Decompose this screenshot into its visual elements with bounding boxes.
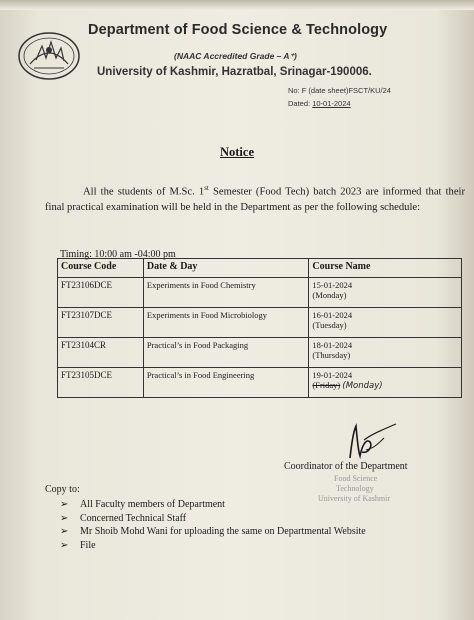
department-title: Department of Food Science & Technology bbox=[88, 22, 388, 38]
course-name-cell: Experiments in Food Chemistry bbox=[143, 278, 309, 308]
course-name-cell: Practical’s in Food Packaging bbox=[143, 338, 309, 368]
date-cell bbox=[309, 308, 462, 338]
header-course-code: Course Code bbox=[58, 259, 144, 278]
coordinator-designation: Coordinator of the Department bbox=[284, 461, 408, 472]
date-value: 15-01-2024 bbox=[312, 280, 353, 290]
list-item-text: Concerned Technical Staff bbox=[80, 512, 187, 524]
naac-accreditation: (NAAC Accredited Grade – A⁺) bbox=[174, 51, 297, 61]
table-row bbox=[58, 308, 462, 338]
body-part-2: Semester (Food Tech) batch 2023 are informed that their final practical examination will be held in the Department as per the following schedule: bbox=[45, 186, 465, 214]
body-superscript: st bbox=[204, 184, 209, 192]
arrow-bullet-icon: ➢ bbox=[60, 539, 69, 551]
date-line bbox=[288, 99, 351, 108]
list-item-text: File bbox=[80, 539, 96, 551]
copy-to-label: Copy to: bbox=[45, 484, 80, 495]
day-value-struck: (Friday) bbox=[312, 380, 341, 390]
list-item bbox=[60, 512, 366, 526]
body-part-1: All the students of M.Sc. 1 bbox=[83, 186, 205, 198]
notice-title: Notice bbox=[219, 145, 254, 159]
table-row bbox=[58, 278, 462, 308]
course-code-cell: FT23105DCE bbox=[58, 368, 144, 398]
university-seal-logo bbox=[16, 30, 82, 82]
reference-number: No: F (date sheet)FSCT/KU/24 bbox=[288, 86, 391, 95]
list-item-text: Mr Shoib Mohd Wani for uploading the same on Departmental Website bbox=[80, 526, 366, 537]
handwritten-signature bbox=[340, 420, 400, 465]
copy-to-list bbox=[60, 498, 366, 552]
date-cell bbox=[309, 338, 462, 368]
arrow-bullet-icon: ➢ bbox=[60, 526, 69, 537]
dated-label: Dated: bbox=[288, 99, 311, 108]
date-value: 19-01-2024 bbox=[312, 370, 353, 380]
arrow-bullet-icon: ➢ bbox=[60, 499, 69, 510]
course-code-cell: FT23106DCE bbox=[58, 278, 144, 308]
header-course-name: Course Name bbox=[309, 259, 462, 278]
course-code-cell: FT23104CR bbox=[58, 338, 144, 368]
list-item bbox=[60, 498, 366, 512]
stamp-line: University of Kashmir bbox=[318, 494, 390, 503]
arrow-bullet-icon: ➢ bbox=[60, 512, 69, 524]
course-code-cell: FT23107DCE bbox=[58, 308, 144, 338]
schedule-table bbox=[57, 258, 462, 398]
day-value: (Thursday) bbox=[312, 350, 351, 360]
university-address: University of Kashmir, Hazratbal, Srinagar-190006. bbox=[97, 66, 372, 78]
stamp-line: Food Science bbox=[334, 474, 378, 483]
table-header-row bbox=[58, 259, 462, 278]
header-date-day: Date & Day bbox=[143, 259, 309, 278]
notice-body bbox=[45, 181, 465, 216]
table-row bbox=[58, 368, 462, 398]
date-cell bbox=[309, 278, 462, 308]
date-cell bbox=[309, 368, 462, 398]
handwritten-correction: (Monday) bbox=[342, 381, 383, 391]
dated-value: 10-01-2024 bbox=[312, 99, 351, 108]
list-item bbox=[60, 525, 366, 539]
list-item-text: All Faculty members of Department bbox=[80, 499, 225, 510]
paper-edge-shadow bbox=[0, 0, 474, 10]
course-name-cell: Practical’s in Food Engineering bbox=[143, 368, 309, 398]
day-value: (Tuesday) bbox=[312, 320, 347, 330]
course-name-cell: Experiments in Food Microbiology bbox=[143, 308, 309, 338]
table-row bbox=[58, 338, 462, 368]
day-value: (Monday) bbox=[312, 290, 347, 300]
date-value: 16-01-2024 bbox=[312, 310, 353, 320]
stamp-line: Technology bbox=[336, 484, 374, 493]
day-value bbox=[312, 380, 458, 391]
timing-line: Timing: 10:00 am -04:00 pm bbox=[60, 249, 176, 260]
date-value: 18-01-2024 bbox=[312, 340, 353, 350]
list-item bbox=[60, 539, 366, 553]
